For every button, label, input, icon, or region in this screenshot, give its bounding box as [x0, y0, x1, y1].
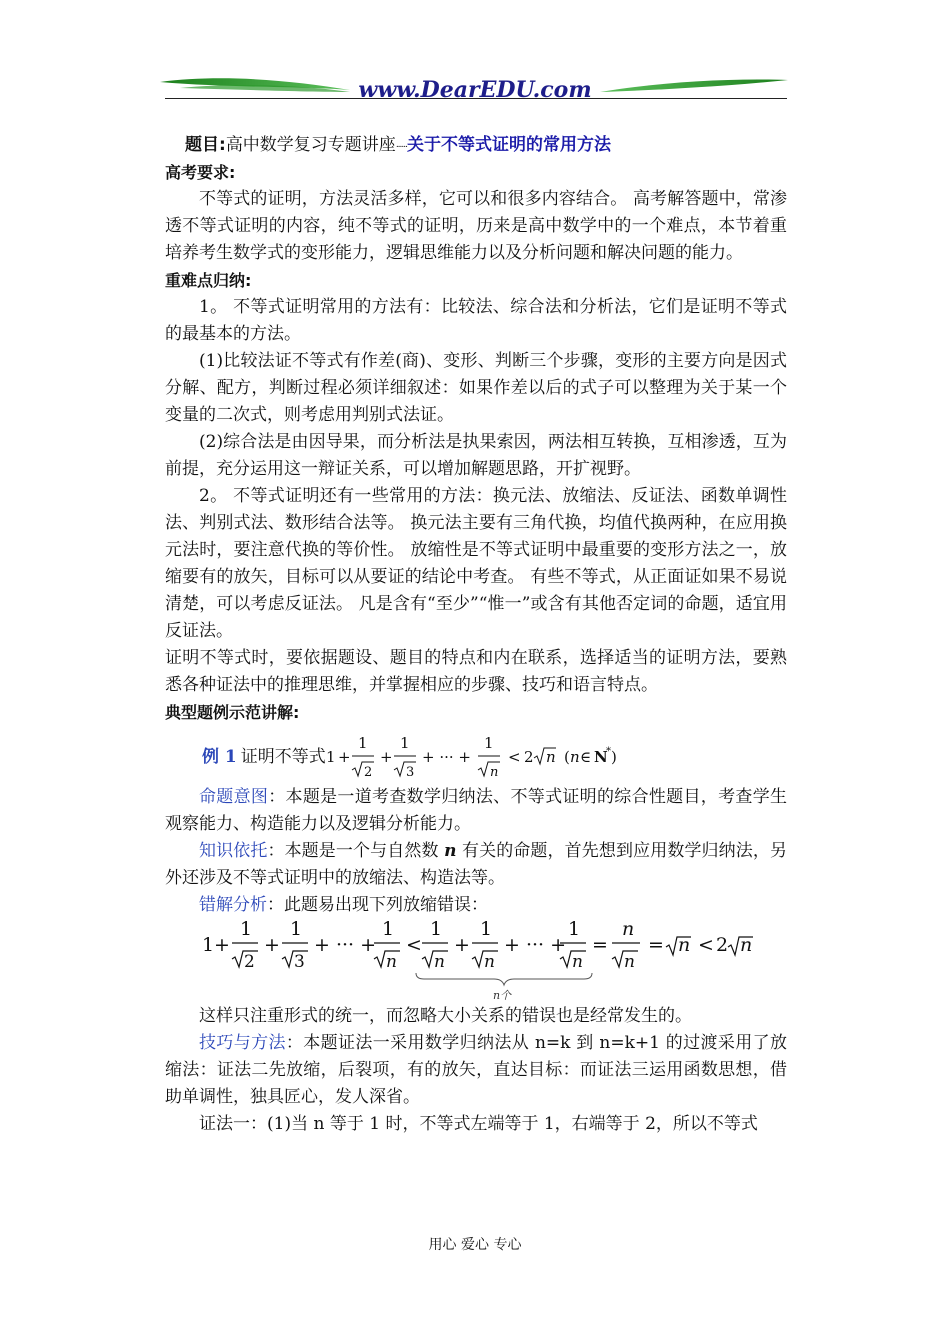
svg-text:1: 1	[202, 934, 215, 956]
svg-text:n: n	[622, 919, 635, 940]
svg-text:n: n	[624, 952, 635, 972]
svg-text:<: <	[698, 934, 714, 956]
key-point-1-comparison: (1)比较法证不等式有作差(商)、变形、判断三个步骤，变形的主要方向是因式分解、配方，判断过程必须详细叙述：如果作差以后的式子可以整理为关于某一个变量的二次式，则考虑用判别式法证。	[165, 351, 787, 425]
page-footer: 用心 爱心 专心	[428, 1237, 522, 1253]
technique-paragraph	[165, 1030, 787, 1111]
intent-text: ：本题是一道考查数学归纳法、不等式证明的综合性题目，考查学生观察能力、构造能力以及逻辑分析能力。	[165, 787, 788, 834]
svg-text:=: =	[648, 934, 664, 956]
error-formula-svg	[202, 919, 762, 1003]
document-body	[165, 132, 787, 1138]
svg-text:n: n	[678, 934, 691, 956]
key-point-2: 2。 不等式证明还有一些常用的方法：换元法、放缩法、反证法、函数单调性法、判别式法、数形结合法等。 换元法主要有三角代换，均值代换两种，在应用换元法时，要注意代换的等价性。 放缩性是不等式证明中最重要的变形方法之一，放缩要有的放矢，目标可以从要证的结论中考查。 有些不等式，从正面证如果不易说清楚，可以考虑反证法。 凡是含有“至少”“惟一”或含有其他否定词的命题，适宜用反证法。	[165, 486, 787, 641]
svg-text:1: 1	[568, 919, 581, 940]
svg-text:n: n	[386, 952, 397, 972]
svg-text:n: n	[489, 765, 499, 780]
section-heading-key-points: 重难点归纳:	[165, 271, 252, 290]
svg-text:n: n	[740, 934, 753, 956]
brace-caption: n个	[492, 989, 512, 1002]
svg-text:=: =	[592, 934, 608, 956]
svg-text:1: 1	[483, 734, 494, 752]
svg-text:n: n	[484, 952, 495, 972]
svg-text:3: 3	[405, 765, 415, 780]
svg-text:+: +	[214, 934, 230, 956]
svg-text:1: 1	[240, 919, 253, 940]
svg-text:2: 2	[523, 748, 534, 766]
intent-label: 命题意图	[199, 787, 269, 807]
svg-text:*: *	[605, 746, 611, 757]
svg-text:(: (	[563, 748, 570, 766]
svg-text:∈: ∈	[579, 748, 591, 766]
basis-text-a: ：本题是一个与自然数	[267, 841, 445, 861]
title-dots: ......	[395, 140, 407, 150]
header-rule	[165, 98, 787, 99]
logo-swoosh-left-2	[180, 85, 350, 92]
section-heading-requirements: 高考要求:	[165, 163, 236, 182]
header-logo	[160, 70, 790, 110]
key-point-1-synthesis: (2)综合法是由因导果，而分析法是执果索因，两法相互转换，互相渗透，互为前提，充分运用这一辩证关系，可以增加解题思路，开扩视野。	[165, 432, 787, 479]
title-line	[165, 132, 787, 159]
svg-text:<: <	[507, 748, 521, 766]
svg-text:2: 2	[716, 934, 729, 956]
example-1-formula	[326, 730, 626, 784]
svg-text:1: 1	[357, 734, 368, 752]
svg-text:1: 1	[480, 919, 493, 940]
error-text: ：此题易出现下列放缩错误：	[267, 895, 488, 915]
example-text: 证明不等式	[240, 746, 326, 767]
logo-text: www.DearEDU.com	[358, 77, 592, 103]
title-label: 题目:	[185, 135, 226, 155]
basis-var-n: n	[444, 841, 457, 861]
title-text: 高中数学复习专题讲座	[225, 135, 396, 155]
svg-text:2: 2	[363, 765, 373, 780]
svg-text:+: +	[379, 748, 393, 766]
error-paragraph	[165, 892, 787, 919]
error-label: 错解分析	[199, 895, 267, 915]
svg-text:1: 1	[290, 919, 303, 940]
basis-label: 知识依托	[199, 841, 268, 861]
svg-text:1: 1	[399, 734, 410, 752]
svg-text:3: 3	[294, 952, 305, 972]
error-formula	[202, 919, 787, 1003]
svg-text:n: n	[569, 748, 580, 766]
technique-label: 技巧与方法	[199, 1033, 286, 1053]
svg-text:<: <	[406, 934, 422, 956]
key-point-1: 1。 不等式证明常用的方法有：比较法、综合法和分析法，它们是证明不等式的最基本的方法。	[165, 297, 787, 344]
svg-text:+: +	[337, 748, 351, 766]
basis-paragraph	[165, 838, 787, 892]
svg-text:1: 1	[382, 919, 395, 940]
logo-swoosh-right	[600, 80, 788, 93]
svg-text:N: N	[593, 748, 608, 766]
intent-paragraph	[165, 784, 787, 838]
after-error-paragraph: 这样只注重形式的统一，而忽略大小关系的错误也是经常发生的。	[199, 1006, 692, 1026]
svg-text:1: 1	[430, 919, 443, 940]
svg-text:n: n	[545, 748, 556, 766]
svg-text:+ ··· +: + ··· +	[421, 748, 471, 766]
underbrace	[416, 973, 592, 985]
svg-text:n: n	[572, 952, 583, 972]
svg-text:+ ··· +: + ··· +	[314, 934, 377, 956]
svg-text:n: n	[434, 952, 445, 972]
title-emphasis: 关于不等式证明的常用方法	[406, 135, 611, 155]
proof-1-start: 证法一：(1)当 n 等于 1 时，不等式左端等于 1，右端等于 2，所以不等式	[199, 1114, 758, 1134]
technique-text: ：本题证法一采用数学归纳法从 n=k 到 n=k+1 的过渡采用了放缩法：证法二先放缩，后裂项，有的放矢，直达目标：而证法三运用函数思想，借助单调性，独具匠心，发人深省。	[165, 1033, 787, 1107]
svg-text:+: +	[454, 934, 470, 956]
svg-text:1: 1	[325, 748, 336, 766]
section-heading-examples: 典型题例示范讲解:	[165, 703, 300, 722]
example-1	[165, 730, 787, 784]
requirements-paragraph: 不等式的证明，方法灵活多样，它可以和很多内容结合。 高考解答题中，常渗透不等式证明的内容，纯不等式的证明，历来是高中数学中的一个难点，本节着重培养考生数学式的变形能力，逻辑思维能力以及分析问题和解决问题的能力。	[165, 189, 787, 263]
svg-text:+: +	[264, 934, 280, 956]
basis-text-b: 有关的命题，首先想到应用数学归纳法，另外还涉及不等式证明中的放缩法、构造法等。	[165, 841, 788, 888]
key-point-summary: 证明不等式时，要依据题设、题目的特点和内在联系，选择适当的证明方法，要熟悉各种证法中的推理思维，并掌握相应的步骤、技巧和语言特点。	[165, 648, 787, 695]
svg-text:): )	[610, 748, 617, 766]
svg-text:+ ··· +: + ··· +	[504, 934, 567, 956]
svg-text:2: 2	[244, 952, 255, 972]
example-label: 例 1	[202, 746, 237, 767]
